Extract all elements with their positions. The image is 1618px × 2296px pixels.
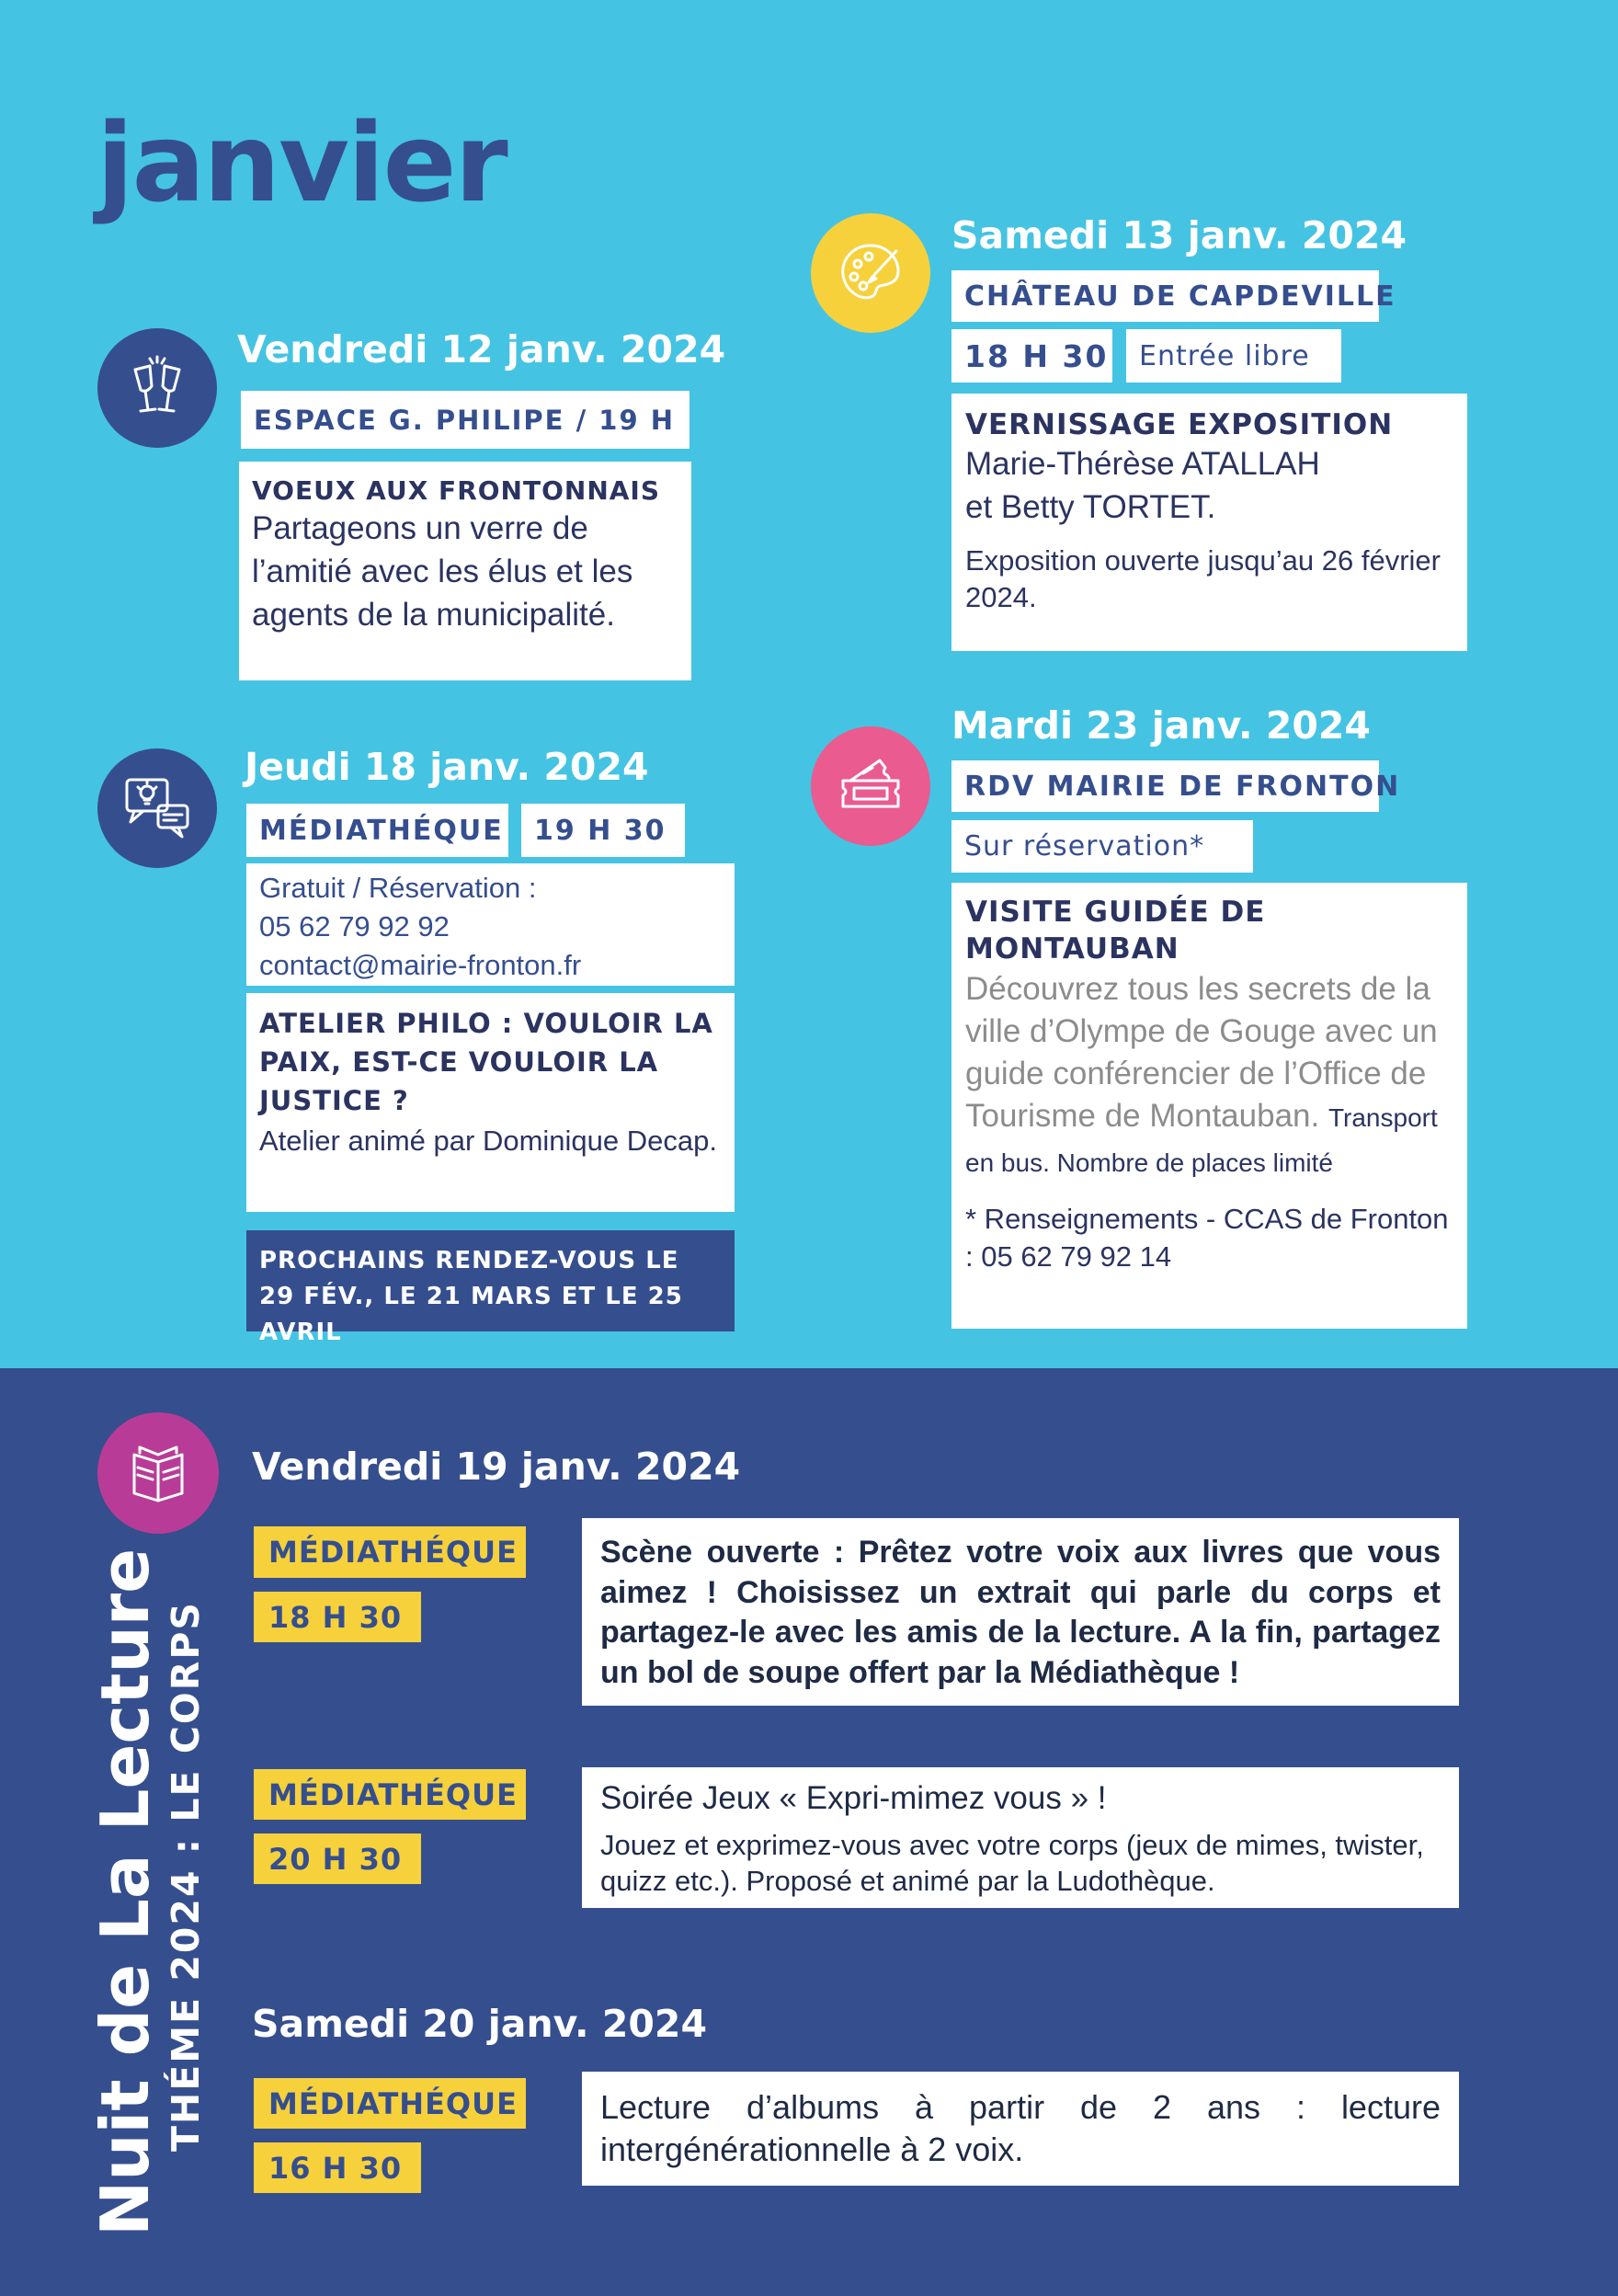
event-text: Exposition ouverte jusqu’au 26 février 2024. — [965, 544, 1441, 614]
nuit-day-date: Vendredi 19 janv. 2024 — [252, 1445, 741, 1489]
event-text: Atelier animé par Dominique Decap. — [259, 1125, 717, 1158]
event-date: Mardi 23 janv. 2024 — [951, 703, 1371, 748]
session-description-box — [582, 1518, 1459, 1706]
event-date: Vendredi 12 janv. 2024 — [237, 327, 726, 371]
session-description-box — [582, 1767, 1459, 1908]
event-date: Samedi 13 janv. 2024 — [951, 213, 1407, 257]
nuit-theme: THÉME 2024 : LE CORPS — [164, 1601, 208, 2152]
event-location-tag: ESPACE G. PHILIPE / 19 H — [241, 391, 689, 449]
session-time-tag: 16 H 30 — [254, 2142, 421, 2193]
event-date: Jeudi 18 janv. 2024 — [245, 745, 649, 789]
event-location-tag: CHÂTEAU DE CAPDEVILLE — [951, 270, 1379, 322]
session-time-tag: 20 H 30 — [254, 1833, 421, 1884]
nuit-day-date: Samedi 20 janv. 2024 — [252, 2002, 707, 2046]
session-title: Soirée Jeux « Expri-mimez vous » ! — [600, 1780, 1107, 1816]
palette-icon — [811, 213, 930, 333]
champagne-glasses-icon — [97, 328, 217, 448]
event-text: Partageons un verre de l’amitié avec les élus et les agents de la municipalité. — [252, 510, 633, 634]
nuit-title: Nuit de La Lecture — [86, 1548, 164, 2236]
event-description-box — [951, 394, 1467, 651]
ticket-icon — [811, 726, 930, 846]
event-location-tag: RDV MAIRIE DE FRONTON — [951, 760, 1379, 812]
book-icon — [97, 1412, 219, 1534]
event-info-line: 05 62 79 92 92 — [259, 909, 450, 942]
session-description-box — [582, 2072, 1459, 2186]
event-artist-line: et Betty TORTET. — [965, 489, 1216, 526]
session-time-tag: 18 H 30 — [254, 1592, 421, 1642]
event-artist-line: Marie-Thérèse ATALLAH — [965, 446, 1320, 483]
event-text-main: Découvrez tous les secrets de la ville d’Olympe de Gouge avec un guide conférencier de l’Office de Tourisme de Montauban. — [965, 970, 1438, 1135]
event-location-tag: MÉDIATHÉQUE — [246, 804, 508, 857]
event-text-secondary: Transport en bus. Nombre de places limité — [965, 1103, 1438, 1177]
event-text — [965, 968, 1453, 1185]
event-title: VOEUX AUX FRONTONNAIS — [252, 475, 661, 506]
event-title: VISITE GUIDÉE DE MONTAUBAN — [965, 896, 1266, 966]
session-text: Jouez et exprimez-vous avec votre corps (jeux de mimes, twister, quizz etc.). Proposé et animé par la Ludothèque. — [600, 1828, 1424, 1898]
discussion-idea-icon — [97, 748, 217, 868]
event-info-box — [246, 863, 735, 986]
session-text: Lecture d’albums à partir de 2 ans : lecture intergénérationnelle à 2 voix. — [600, 2088, 1441, 2169]
event-note: * Renseignements - CCAS de Fronton : 05 62 79 92 14 — [965, 1203, 1449, 1273]
event-description-box — [951, 883, 1467, 1329]
event-description-box — [239, 462, 691, 680]
session-location-tag: MÉDIATHÉQUE — [254, 1769, 526, 1820]
session-location-tag: MÉDIATHÉQUE — [254, 1526, 526, 1578]
event-title: ATELIER PHILO : VOULOIR LA PAIX, EST-CE VOULOIR LA JUSTICE ? — [259, 1008, 713, 1117]
session-location-tag: MÉDIATHÉQUE — [254, 2078, 526, 2129]
event-reservation-tag: Sur réservation* — [951, 820, 1253, 873]
event-time-tag: 19 H 30 — [521, 804, 685, 857]
session-text: Scène ouverte : Prêtez votre voix aux livres que vous aimez ! Choisissez un extrait qui parle du corps et partagez-le avec les amis de la lecture. A la fin, partagez un bol de soupe offert par la Médiathèque ! — [600, 1535, 1441, 1690]
event-entry-tag: Entrée libre — [1126, 329, 1341, 383]
next-dates-box: PROCHAINS RENDEZ-VOUS LE 29 FÉV., LE 21 MARS ET LE 25 AVRIL — [246, 1230, 735, 1331]
month-title: janvier — [97, 99, 507, 226]
event-time-tag: 18 H 30 — [951, 329, 1112, 383]
event-title: VERNISSAGE EXPOSITION — [965, 408, 1394, 441]
event-email: contact@mairie-fronton.fr — [259, 948, 582, 981]
event-info-line: Gratuit / Réservation : — [259, 872, 537, 904]
event-description-box — [246, 993, 735, 1212]
